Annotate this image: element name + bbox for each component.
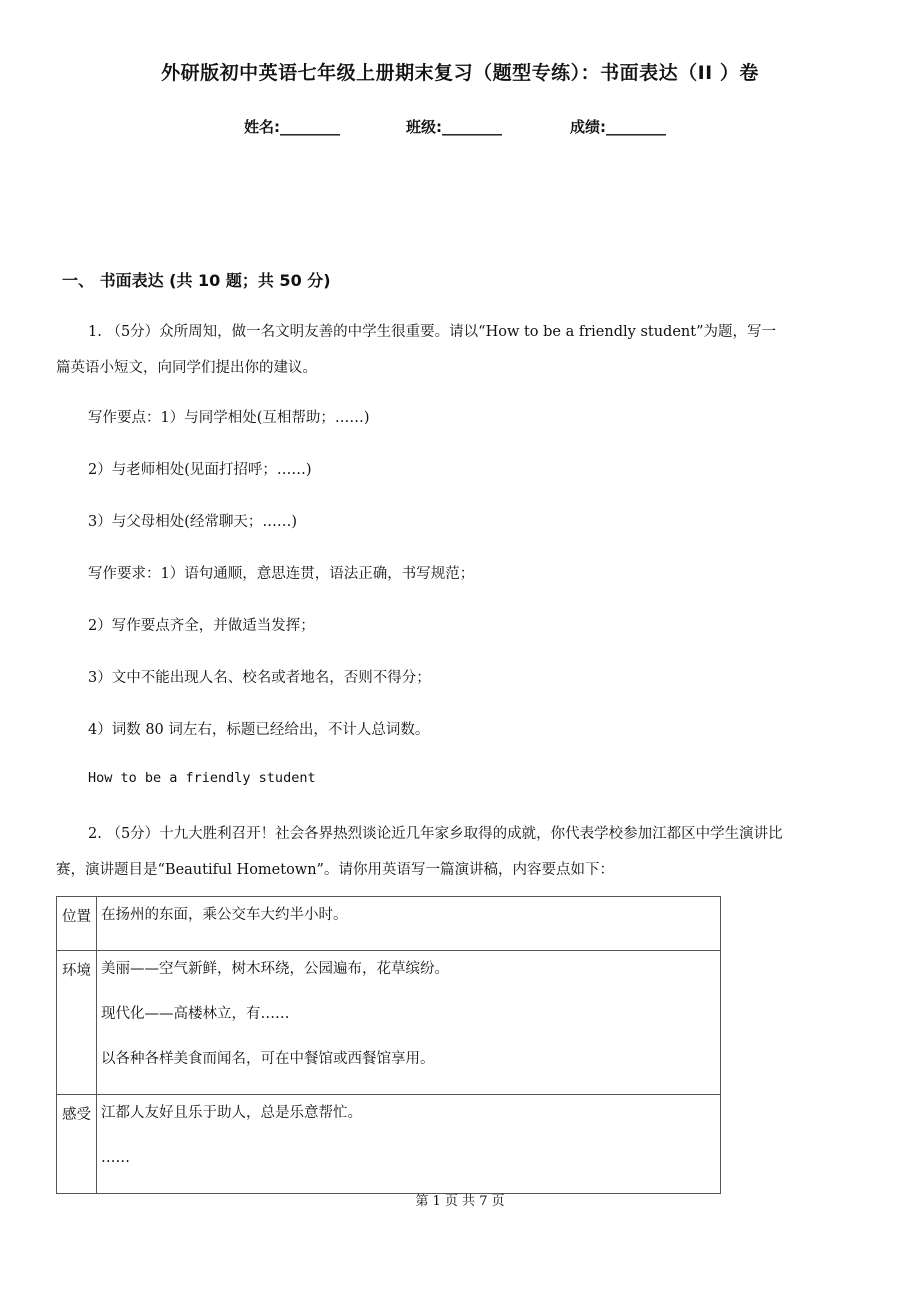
table-cell-line: 以各种各样美食而闻名，可在中餐馆或西餐馆享用。 [101,1051,435,1067]
q2-content-table [56,896,721,1194]
q1-prompt-line1: 1. （5分）众所周知，做一名文明友善的中学生很重要。请以“How to be a friendly student”为题，写一 [88,324,776,340]
page-footer: 第 1 页 共 7 页 [415,1194,505,1209]
score-field: 成绩:________ [570,118,666,136]
q2-prompt-line2: 赛，演讲题目是“Beautiful Hometown”。请你用英语写一篇演讲稿，内容要点如下： [56,862,614,878]
q1-requirement-4: 4）词数 80 词左右，标题已经给出，不计人总词数。 [88,722,430,738]
row-content-feeling [97,1095,721,1194]
q1-points-2: 2）与老师相处(见面打招呼；……) [88,462,312,478]
q1-points-3: 3）与父母相处(经常聊天；……) [88,514,298,530]
table-cell-line: 江都人友好且乐于助人，总是乐意帮忙。 [101,1105,362,1121]
q1-requirement-1: 写作要求：1）语句通顺，意思连贯，语法正确，书写规范； [88,566,475,582]
q1-requirement-2: 2）写作要点齐全，并做适当发挥； [88,618,315,634]
name-field: 姓名:________ [244,118,340,136]
page-title: 外研版初中英语七年级上册期末复习（题型专练）：书面表达（II ）卷 [161,62,759,84]
class-field: 班级:________ [406,118,502,136]
table-row [57,951,721,1095]
table-row [57,897,721,951]
row-content-location [97,897,721,951]
table-cell-line: 现代化——高楼林立，有…… [101,1006,290,1022]
table-row [57,1095,721,1194]
section-heading: 一、 书面表达 (共 10 题；共 50 分) [62,271,331,290]
table-cell-line: 美丽——空气新鲜，树木环绕，公园遍布，花草缤纷。 [101,961,449,977]
q1-essay-title: How to be a friendly student [88,770,316,786]
q2-prompt-line1: 2. （5分）十九大胜利召开！社会各界热烈谈论近几年家乡取得的成就，你代表学校参加江都区中学生演讲比 [88,826,783,842]
row-label-environment: 环境 [57,951,97,1095]
q1-points-1: 写作要点：1）与同学相处(互相帮助；……) [88,410,370,426]
q1-prompt-line2: 篇英语小短文，向同学们提出你的建议。 [56,360,317,376]
q1-requirement-3: 3）文中不能出现人名、校名或者地名，否则不得分； [88,670,431,686]
row-content-environment [97,951,721,1095]
table-cell-line: …… [101,1150,130,1166]
table-cell-line: 在扬州的东面，乘公交车大约半小时。 [101,907,348,923]
row-label-location: 位置 [57,897,97,951]
row-label-feeling: 感受 [57,1095,97,1194]
